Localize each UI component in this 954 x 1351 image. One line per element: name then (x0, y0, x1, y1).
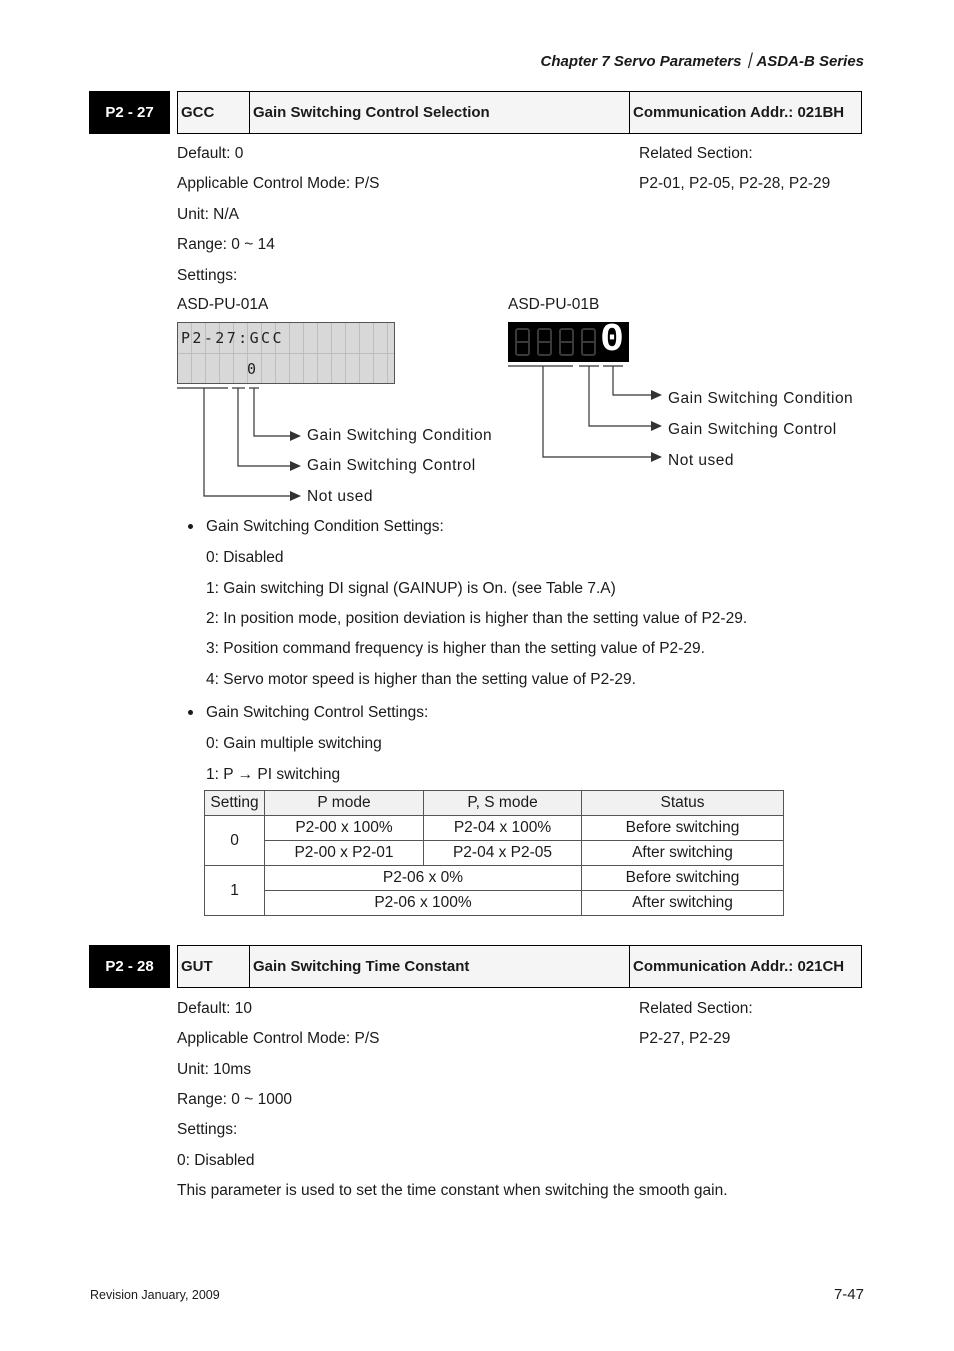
param-comm-addr: Communication Addr.: 021BH (633, 104, 845, 121)
lcd-line2: 0 (247, 360, 257, 378)
param-id: P2 - 28 (89, 945, 170, 988)
param-description: This parameter is used to set the time constant when switching the smooth gain. (177, 1182, 728, 1199)
col-header-setting: Setting (205, 791, 265, 816)
setting-0: 0: Disabled (177, 1152, 255, 1169)
control-item-1-prefix: 1: P (206, 766, 234, 783)
related-section-links: P2-27, P2-29 (639, 1030, 731, 1047)
cell-p-mode: P2-00 x P2-01 (265, 841, 424, 866)
footer-revision: Revision January, 2009 (90, 1288, 220, 1302)
param-cells (177, 91, 862, 134)
keypad-b-label-condition: Gain Switching Condition (668, 390, 854, 407)
param-header-p2-27 (89, 91, 861, 134)
unit: Unit: 10ms (177, 1061, 252, 1078)
keypad-b-callouts (505, 362, 665, 467)
table-row (205, 866, 784, 891)
control-mode: Applicable Control Mode: P/S (177, 1030, 380, 1047)
keypad-b-name: ASD-PU-01B (508, 296, 600, 313)
keypad-a-label-not-used: Not used (307, 488, 374, 505)
keypad-a-label-control: Gain Switching Control (307, 457, 476, 474)
seven-segment-active-digit: 0 (600, 318, 625, 363)
default-value: Default: 10 (177, 1000, 252, 1017)
cell-status: Before switching (582, 866, 784, 891)
cell-status: After switching (582, 841, 784, 866)
cell-ps-mode: P2-04 x 100% (424, 816, 582, 841)
related-section-links: P2-01, P2-05, P2-28, P2-29 (639, 175, 831, 192)
page-number: 7-47 (833, 1286, 864, 1303)
param-id: P2 - 27 (89, 91, 170, 134)
related-section-label: Related Section: (639, 1000, 753, 1017)
condition-settings-title: Gain Switching Condition Settings: (206, 518, 444, 535)
cell-status: Before switching (582, 816, 784, 841)
table-row (205, 841, 784, 866)
param-cells (177, 945, 862, 988)
cell-setting: 1 (205, 866, 265, 916)
param-header-p2-28 (89, 945, 861, 988)
table-header-row (205, 791, 784, 816)
cell-merged-mode: P2-06 x 100% (265, 891, 582, 916)
param-name: Gain Switching Time Constant (250, 946, 630, 987)
control-item-1 (206, 766, 340, 784)
control-item-1-suffix: PI switching (257, 766, 341, 783)
settings-label: Settings: (177, 267, 238, 284)
col-header-p-mode: P mode (265, 791, 424, 816)
control-settings-title: Gain Switching Control Settings: (206, 704, 429, 721)
condition-item: 1: Gain switching DI signal (GAINUP) is On. (see Table 7.A) (206, 580, 616, 597)
gain-switching-table (204, 790, 784, 916)
table-row (205, 891, 784, 916)
bullet (188, 710, 193, 715)
lcd-line1: P2-27:GCC (181, 329, 284, 347)
default-value: Default: 0 (177, 145, 244, 162)
condition-item: 4: Servo motor speed is higher than the setting value of P2-29. (206, 671, 636, 688)
chapter-header: Chapter 7 Servo Parameters｜ASDA-B Series (540, 53, 864, 70)
cell-merged-mode: P2-06 x 0% (265, 866, 582, 891)
param-abbr: GUT (178, 946, 250, 987)
keypad-a-label-condition: Gain Switching Condition (307, 427, 493, 444)
condition-item: 3: Position command frequency is higher than the setting value of P2-29. (206, 640, 705, 657)
cell-setting: 0 (205, 816, 265, 866)
range: Range: 0 ~ 14 (177, 236, 275, 253)
related-section-label: Related Section: (639, 145, 753, 162)
unit: Unit: N/A (177, 206, 240, 223)
settings-label: Settings: (177, 1121, 238, 1138)
cell-status: After switching (582, 891, 784, 916)
table-row (205, 816, 784, 841)
param-name: Gain Switching Control Selection (250, 92, 630, 133)
cell-p-mode: P2-00 x 100% (265, 816, 424, 841)
col-header-ps-mode: P, S mode (424, 791, 582, 816)
condition-item: 2: In position mode, position deviation is higher than the setting value of P2-29. (206, 610, 748, 627)
condition-item: 0: Disabled (206, 549, 284, 566)
param-comm-addr: Communication Addr.: 021CH (633, 958, 845, 975)
bullet (188, 524, 193, 529)
arrow-right-icon: → (237, 766, 254, 783)
seven-segment-display (508, 318, 629, 363)
col-header-status: Status (582, 791, 784, 816)
keypad-b-label-control: Gain Switching Control (668, 421, 837, 438)
range: Range: 0 ~ 1000 (177, 1091, 293, 1108)
keypad-a-name: ASD-PU-01A (177, 296, 269, 313)
param-abbr: GCC (178, 92, 250, 133)
control-item-0: 0: Gain multiple switching (206, 735, 382, 752)
cell-ps-mode: P2-04 x P2-05 (424, 841, 582, 866)
control-mode: Applicable Control Mode: P/S (177, 175, 380, 192)
keypad-b-label-not-used: Not used (668, 452, 735, 469)
